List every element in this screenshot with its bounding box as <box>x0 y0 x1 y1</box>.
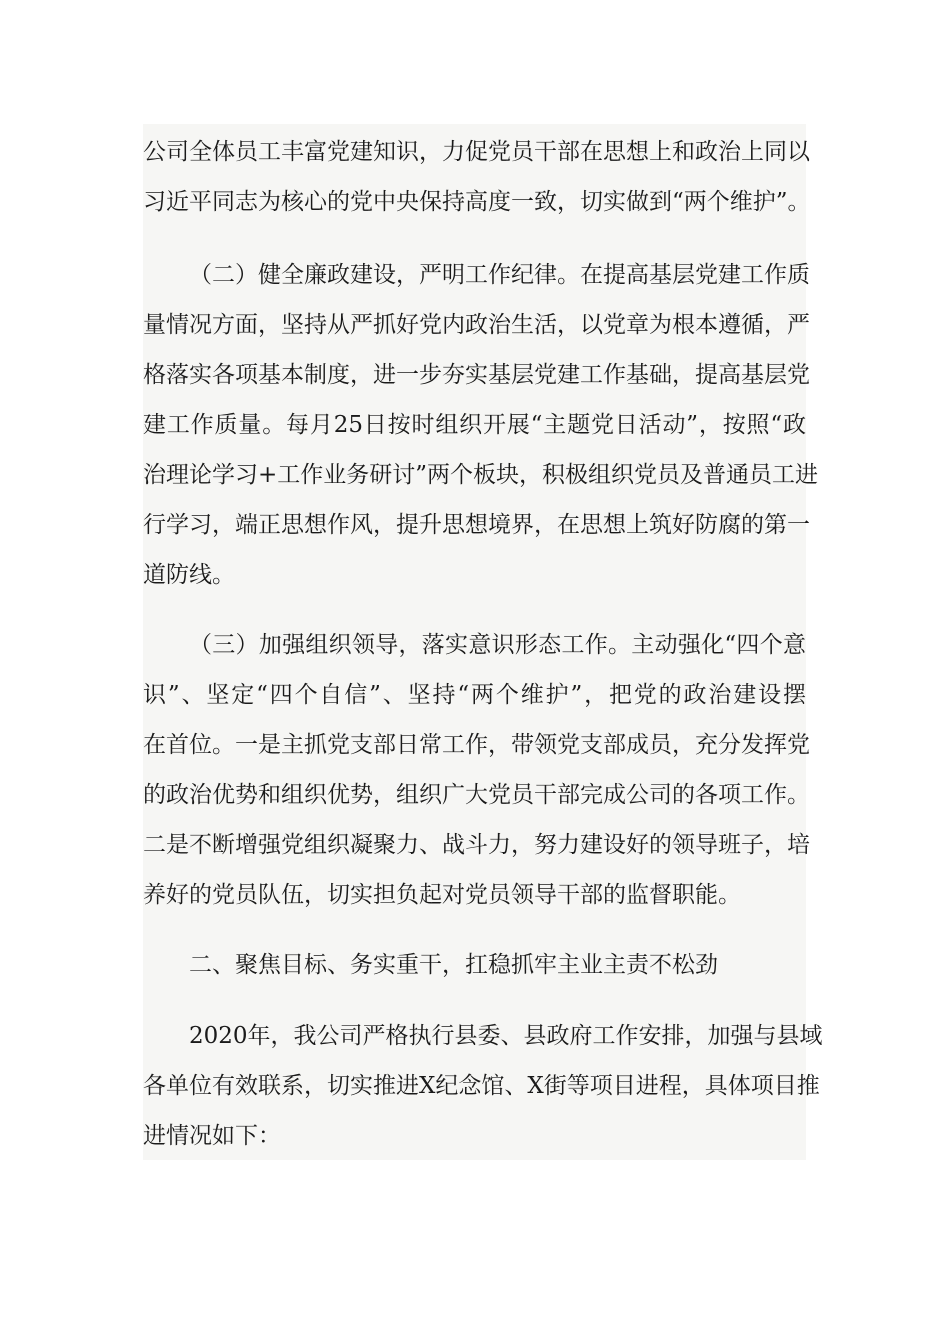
paragraph-line: 2020年，我公司严格执行县委、县政府工作安排，加强与县域 <box>189 1023 823 1049</box>
paragraph-line: 行学习，端正思想作风，提升思想境界，在思想上筑好防腐的第一 <box>143 512 810 538</box>
paragraph-line: 格落实各项基本制度，进一步夯实基层党建工作基础，提高基层党 <box>143 362 810 388</box>
paragraph-line: 二是不断增强党组织凝聚力、战斗力，努力建设好的领导班子，培 <box>143 832 810 858</box>
paragraph-line: 进情况如下： <box>143 1123 281 1149</box>
paragraph-line: 公司全体员工丰富党建知识，力促党员干部在思想上和政治上同以 <box>143 139 810 165</box>
paragraph-line: 习近平同志为核心的党中央保持高度一致，切实做到“两个维护”。 <box>143 189 811 215</box>
paragraph-line: 养好的党员队伍，切实担负起对党员领导干部的监督职能。 <box>143 882 741 908</box>
section-heading: 二、聚焦目标、务实重干，扛稳抓牢主业主责不松劲 <box>189 952 718 978</box>
document-text-block <box>143 124 823 1160</box>
paragraph-line: （二）健全廉政建设，严明工作纪律。在提高基层党建工作质 <box>189 262 810 288</box>
paragraph-line: 各单位有效联系，切实推进X纪念馆、X街等项目进程，具体项目推 <box>143 1073 820 1099</box>
paragraph-line: 量情况方面，坚持从严抓好党内政治生活，以党章为根本遵循，严 <box>143 312 810 338</box>
paragraph-line: 识”、坚定“四个自信”、坚持“两个维护”，把党的政治建设摆 <box>143 682 806 708</box>
paragraph-line: 建工作质量。每月25日按时组织开展“主题党日活动”，按照“政 <box>143 412 806 438</box>
paragraph-line: 治理论学习+工作业务研讨”两个板块，积极组织党员及普通员工进 <box>143 462 819 488</box>
paragraph-line: 道防线。 <box>143 562 235 588</box>
paragraph-line: （三）加强组织领导，落实意识形态工作。主动强化“四个意 <box>189 632 806 658</box>
paragraph-line: 在首位。一是主抓党支部日常工作，带领党支部成员，充分发挥党 <box>143 732 810 758</box>
paragraph-line: 的政治优势和组织优势，组织广大党员干部完成公司的各项工作。 <box>143 782 810 808</box>
